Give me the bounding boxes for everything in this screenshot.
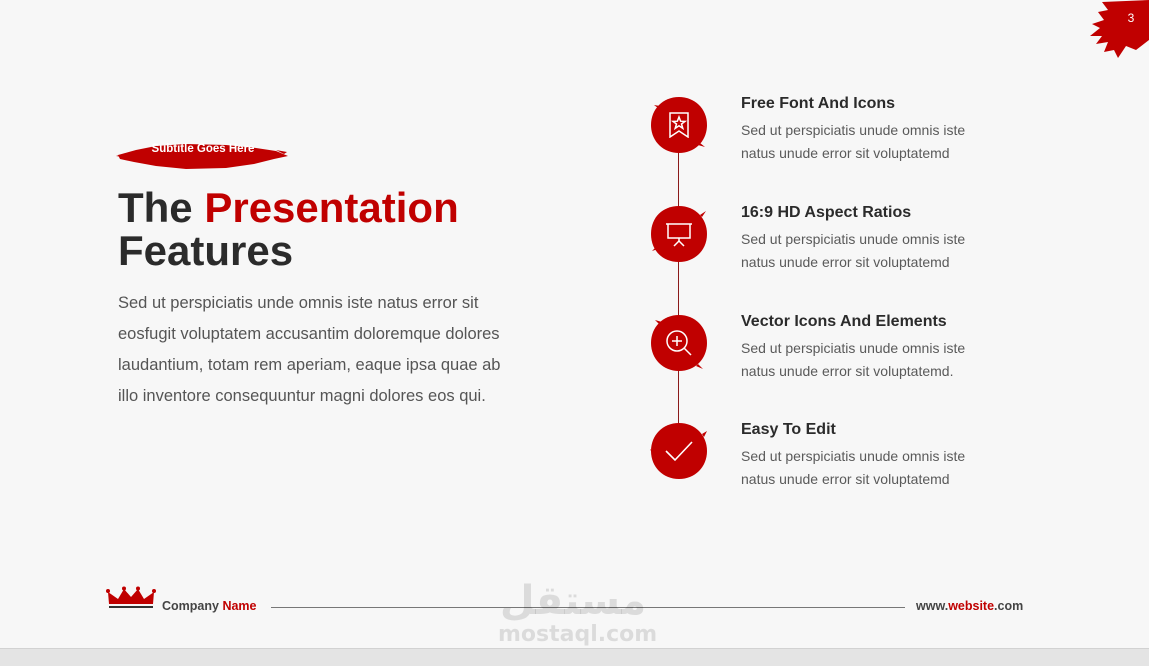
watermark-latin: mostaql.com	[498, 622, 658, 647]
bookmark-star-icon	[650, 96, 708, 154]
zoom-in-icon	[650, 314, 708, 372]
bottom-scrollbar[interactable]	[0, 648, 1149, 666]
website-suffix: .com	[994, 599, 1024, 613]
page-number: 3	[1127, 11, 1135, 25]
company-prefix: Company	[162, 599, 223, 613]
page-title	[118, 186, 538, 272]
page-corner-brush	[1088, 0, 1149, 58]
title-part-1: The	[118, 184, 205, 231]
feature-description: Sed ut perspiciatis unude omnis iste natus unude error sit voluptatemd	[741, 122, 966, 161]
feature-title: 16:9 HD Aspect Ratios	[741, 204, 912, 221]
intro-paragraph: Sed ut perspiciatis unde omnis iste natus error sit eosfugit voluptatem accusantim doloremque dolores laudantium, totam rem aperiam, eaque ipsa quae ab illo inventore consequuntur magni dolores eos qui.	[118, 294, 501, 405]
feature-description: Sed ut perspiciatis unude omnis iste natus unude error sit voluptatemd	[741, 231, 966, 270]
title-accent: Presentation	[204, 184, 459, 231]
title-part-2: Features	[118, 227, 294, 274]
presentation-board-icon	[650, 205, 708, 263]
website-url	[916, 599, 1023, 613]
company-accent: Name	[222, 599, 257, 613]
watermark	[498, 578, 658, 648]
feature-title: Easy To Edit	[741, 421, 836, 438]
feature-description: Sed ut perspiciatis unude omnis iste natus unude error sit voluptatemd	[741, 448, 966, 487]
checkmark-icon	[650, 422, 708, 480]
crown-icon	[106, 586, 156, 612]
website-prefix: www.	[916, 599, 949, 613]
company-name	[162, 599, 256, 613]
subtitle: Subtitle Goes Here	[151, 143, 255, 155]
timeline-connector	[678, 150, 679, 430]
website-accent: website	[948, 599, 995, 613]
watermark-arabic: مستقل	[499, 578, 647, 624]
feature-title: Free Font And Icons	[741, 95, 896, 112]
feature-title: Vector Icons And Elements	[741, 313, 947, 330]
feature-description: Sed ut perspiciatis unude omnis iste natus unude error sit voluptatemd.	[741, 340, 966, 379]
